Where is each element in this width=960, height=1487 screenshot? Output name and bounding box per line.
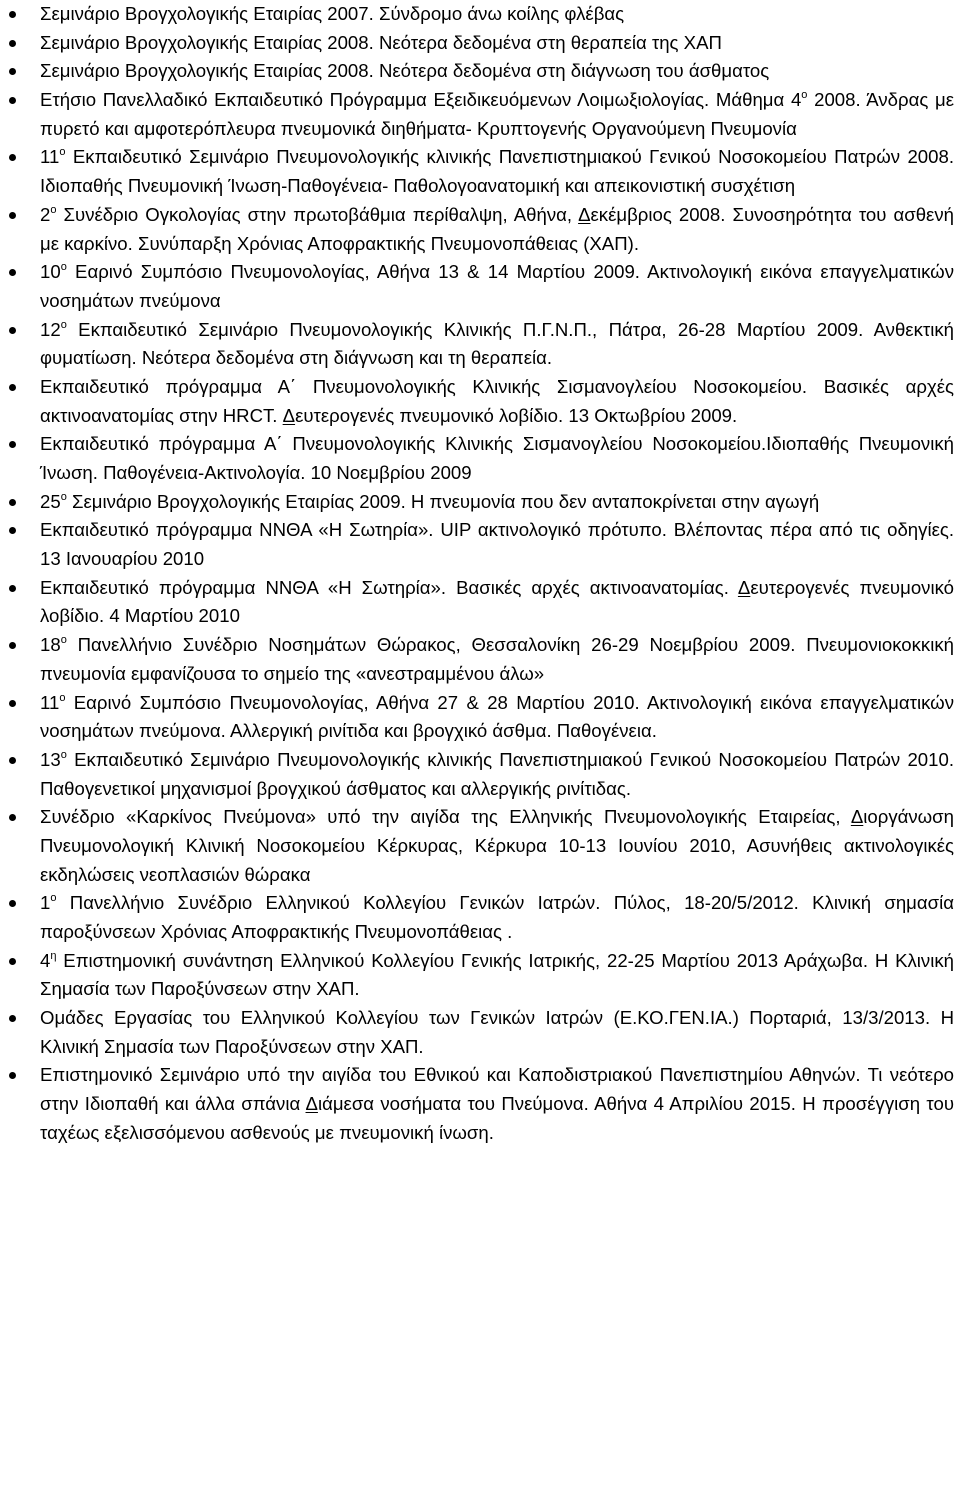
bullet-icon xyxy=(9,40,16,47)
bullet-icon xyxy=(9,757,16,764)
underlined-letter: Δ xyxy=(282,404,296,426)
bullet-icon xyxy=(9,958,16,965)
item-text: 13 xyxy=(40,748,61,770)
item-text: Εκπαιδευτικό Σεμινάριο Πνευμονολογικής κλινικής Πανεπιστημιακού Γενικού Νοσοκομείου Πατρών 2008. Ιδιοπαθής Πνευμονική Ίνωση-Παθογένεια- Παθολογοανατομική και απεικονιστική συσχέτιση xyxy=(40,146,954,197)
bullet-icon xyxy=(9,900,16,907)
bullet-icon xyxy=(9,527,16,534)
bullet-icon xyxy=(9,585,16,592)
ordinal-superscript: ο xyxy=(50,892,57,905)
underlined-letter: Δ xyxy=(578,203,591,225)
item-text: Επιστημονική συνάντηση Ελληνικού Κολλεγίου Γενικής Ιατρικής, 22-25 Μαρτίου 2013 Αράχωβα. Η Κλινική Σημασία των Παροξύνσεων στην ΧΑΠ. xyxy=(40,949,954,1000)
item-text: Συνέδριο «Καρκίνος Πνεύμονα» υπό την αιγίδα της Ελληνικής Πνευμονολογικής Εταιρείας, xyxy=(40,806,851,828)
ordinal-superscript: ο xyxy=(60,748,67,761)
list-item xyxy=(40,488,954,517)
item-text: 25 xyxy=(40,490,61,512)
bullet-icon xyxy=(9,499,16,506)
item-text: εκέμβριος 2008. Συνοσηρότητα του ασθενή με καρκίνο. Συνύπαρξη Χρόνιας Αποφρακτικής Πνευμονοπάθειας (ΧΑΠ). xyxy=(40,203,954,254)
list-item xyxy=(40,373,954,430)
bullet-icon xyxy=(9,384,16,391)
list-item xyxy=(40,29,954,58)
ordinal-superscript: ο xyxy=(59,691,66,704)
item-text: Σεμινάριο Βρογχολογικής Εταιρίας 2008. Νεότερα δεδομένα στη θεραπεία της ΧΑΠ xyxy=(40,31,722,53)
ordinal-superscript: ο xyxy=(60,261,67,274)
item-text: 10 xyxy=(40,261,61,283)
list-item xyxy=(40,1061,954,1147)
ordinal-superscript: ο xyxy=(801,89,808,102)
item-text: Εκπαιδευτικό Σεμινάριο Πνευμονολογικής κλινικής Πανεπιστημιακού Γενικού Νοσοκομείου Πατρών 2010. Παθογενετικοί μηχανισμοί βρογχικού άσθματος και αλλεργικής ρινίτιδας. xyxy=(40,748,954,799)
item-text: Σεμινάριο Βρογχολογικής Εταιρίας 2007. Σύνδρομο άνω κοίλης φλέβας xyxy=(40,3,625,24)
item-text: 12 xyxy=(40,318,61,340)
list-item xyxy=(40,0,954,29)
item-text: Σεμινάριο Βρογχολογικής Εταιρίας 2009. Η πνευμονία που δεν ανταποκρίνεται στην αγωγή xyxy=(66,490,820,512)
item-text: Εκπαιδευτικό πρόγραμμα ΝΝΘΑ «Η Σωτηρία». Βασικές αρχές ακτινοανατομίας. xyxy=(40,576,738,598)
list-item xyxy=(40,889,954,946)
item-text: Εαρινό Συμπόσιο Πνευμονολογίας, Αθήνα 27 & 28 Μαρτίου 2010. Ακτινολογική εικόνα επαγγελματικών νοσημάτων πνεύμονα. Αλλεργική ρινίτιδα και βρογχικό άσθμα. Παθογένεια. xyxy=(40,691,954,742)
item-text: Εκπαιδευτικό πρόγραμμα Α΄ Πνευμονολογικής Κλινικής Σισμανογλείου Νοσοκομείου. Βασικές αρχές ακτινοανατομίας στην HRCT. xyxy=(40,375,954,426)
ordinal-superscript: ο xyxy=(50,203,57,216)
bullet-icon xyxy=(9,68,16,75)
list-item xyxy=(40,430,954,487)
list-item xyxy=(40,201,954,258)
item-text: Επιστημονικό Σεμινάριο υπό την αιγίδα του Εθνικού και Καποδιστριακού Πανεπιστημίου Αθηνών. Τι νεότερο στην Ιδιοπαθή και άλλα σπάνια xyxy=(40,1064,954,1115)
item-text: Ομάδες Εργασίας του Ελληνικού Κολλεγίου των Γενικών Ιατρών (Ε.ΚΟ.ΓΕΝ.ΙΑ.) Πορταριά, 13/3/2013. Η Κλινική Σημασία των Παροξύνσεων στην ΧΑΠ. xyxy=(40,1007,954,1057)
item-text: ιοργάνωση Πνευμονολογική Κλινική Νοσοκομείου Κέρκυρας, Κέρκυρα 10-13 Ιουνίου 2010, Ασυνήθεις ακτινολογικές εκδηλώσεις νεοπλασιών θώρακα xyxy=(40,806,954,885)
item-text: 11 xyxy=(40,146,60,168)
bullet-icon xyxy=(9,642,16,649)
underlined-letter: Δ xyxy=(737,576,751,598)
item-text: Εαρινό Συμπόσιο Πνευμονολογίας, Αθήνα 13 & 14 Μαρτίου 2009. Ακτινολογική εικόνα επαγγελματικών νοσημάτων πνεύμονα xyxy=(40,261,954,311)
bullet-icon xyxy=(9,212,16,219)
list-item xyxy=(40,947,954,1004)
ordinal-superscript: ο xyxy=(59,146,66,159)
list-item xyxy=(40,689,954,746)
item-text: Σεμινάριο Βρογχολογικής Εταιρίας 2008. Νεότερα δεδομένα στη διάγνωση του άσθματος xyxy=(40,60,770,82)
item-text: 1 xyxy=(40,892,51,914)
list-item xyxy=(40,803,954,889)
ordinal-superscript: ο xyxy=(60,318,67,331)
item-text: Συνέδριο Ογκολογίας στην πρωτοβάθμια περίθαλψη, Αθήνα, xyxy=(56,203,579,225)
bullet-icon xyxy=(9,814,16,821)
item-text: 2 xyxy=(40,203,51,225)
bullet-icon xyxy=(9,11,16,18)
item-text: 4 xyxy=(40,949,51,971)
bullet-icon xyxy=(9,269,16,276)
item-text: 11 xyxy=(40,691,60,713)
bullet-icon xyxy=(9,1072,16,1079)
list-item xyxy=(40,574,954,631)
list-item xyxy=(40,143,954,200)
list-item xyxy=(40,316,954,373)
list-item xyxy=(40,258,954,315)
item-text: ευτερογενές πνευμονικό λοβίδιο. 13 Οκτωβρίου 2009. xyxy=(295,404,738,426)
bullet-icon xyxy=(9,441,16,448)
list-item xyxy=(40,1004,954,1061)
list-item xyxy=(40,86,954,143)
list-item xyxy=(40,57,954,86)
ordinal-superscript: ο xyxy=(60,634,67,647)
item-text: 18 xyxy=(40,634,61,656)
ordinal-superscript: η xyxy=(50,949,57,962)
bullet-icon xyxy=(9,1015,16,1022)
item-text: Πανελλήνιο Συνέδριο Ελληνικού Κολλεγίου Γενικών Ιατρών. Πύλος, 18-20/5/2012. Κλινική σημασία παροξύνσεων Χρόνιας Αποφρακτικής Πνευμονοπάθειας . xyxy=(40,892,954,942)
list-item xyxy=(40,516,954,573)
list-item xyxy=(40,631,954,688)
bullet-icon xyxy=(9,154,16,161)
bullet-icon xyxy=(9,327,16,334)
item-text: Εκπαιδευτικό Σεμινάριο Πνευμονολογικής Κλινικής Π.Γ.Ν.Π., Πάτρα, 26-28 Μαρτίου 2009. Ανθεκτική φυματίωση. Νεότερα δεδομένα στη διάγνωση και τη θεραπεία. xyxy=(40,318,954,369)
item-text: ιάμεσα νοσήματα του Πνεύμονα. Αθήνα 4 Απριλίου 2015. Η προσέγγιση του ταχέως εξελισσόμενου ασθενούς με πνευμονική ίνωση. xyxy=(40,1093,954,1143)
ordinal-superscript: ο xyxy=(60,490,67,503)
item-text: Ετήσιο Πανελλαδικό Εκπαιδευτικό Πρόγραμμα Εξειδικευόμενων Λοιμωξιολογίας. Μάθημα 4 xyxy=(40,89,802,111)
item-text: Εκπαιδευτικό πρόγραμμα Α΄ Πνευμονολογικής Κλινικής Σισμανογλείου Νοσοκομείου.Ιδιοπαθής Πνευμονική Ίνωση. Παθογένεια-Ακτινολογία. 10 Νοεμβρίου 2009 xyxy=(40,433,954,483)
item-text: Εκπαιδευτικό πρόγραμμα ΝΝΘΑ «Η Σωτηρία». UIP ακτινολογικό πρότυπο. Βλέποντας πέρα από τις οδηγίες. 13 Ιανουαρίου 2010 xyxy=(40,519,954,570)
bullet-icon xyxy=(9,700,16,707)
bullet-icon xyxy=(9,97,16,104)
underlined-letter: Δ xyxy=(850,806,864,828)
item-text: 2008. Άνδρας με πυρετό και αμφοτερόπλευρα πνευμονικά διηθήματα- Κρυπτογενής Οργανούμενη Πνευμονία xyxy=(40,89,954,139)
item-text: ευτερογενές πνευμονικό λοβίδιο. 4 Μαρτίου 2010 xyxy=(40,576,954,627)
item-text: Πανελλήνιο Συνέδριο Νοσημάτων Θώρακος, Θεσσαλονίκη 26-29 Νοεμβρίου 2009. Πνευμονιοκοκκική πνευμονία εμφανίζουσα το σημείο της «ανεστραμμένου άλω» xyxy=(40,634,954,684)
list-item xyxy=(40,746,954,803)
underlined-letter: Δ xyxy=(305,1093,318,1115)
bullet-list xyxy=(40,0,954,1148)
